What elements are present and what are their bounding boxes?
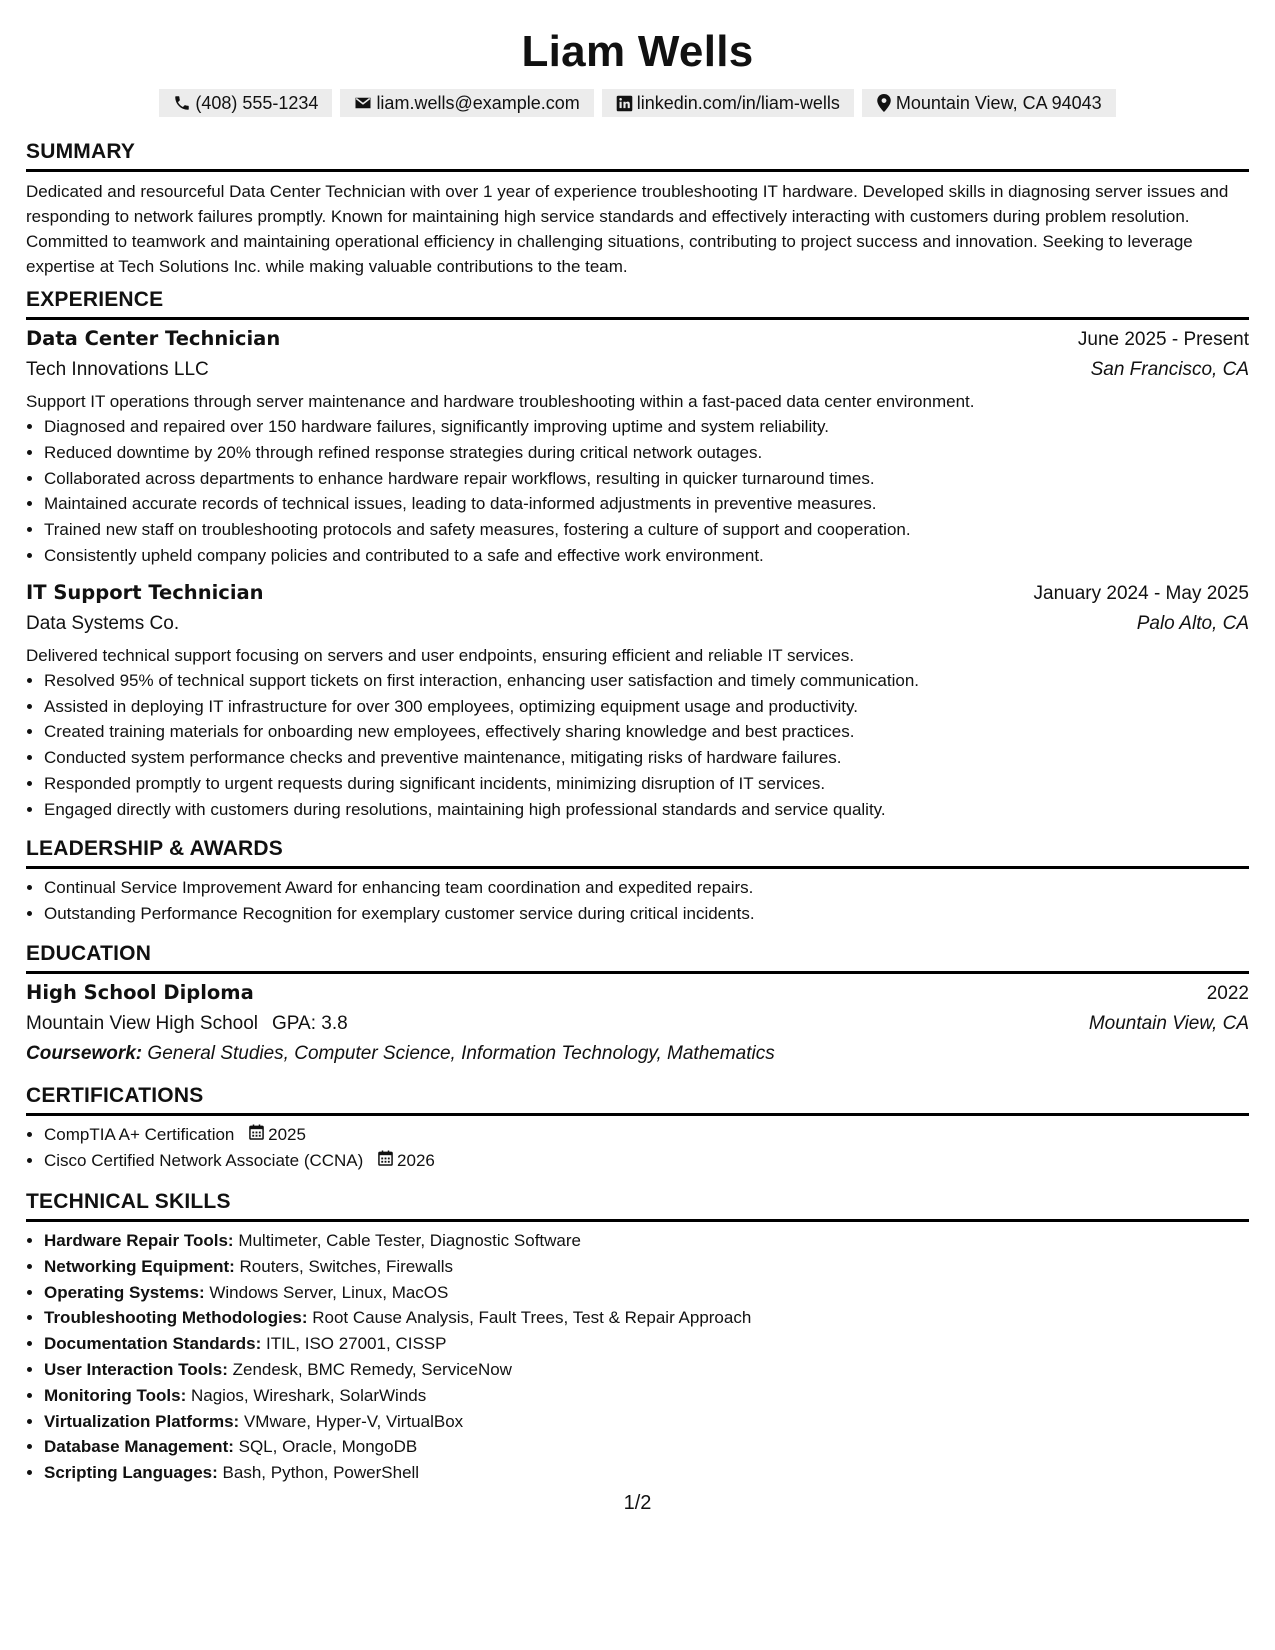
- company-name: Tech Innovations LLC: [26, 359, 209, 380]
- page-number: 1/2: [623, 1492, 652, 1514]
- skill-label: Networking Equipment:: [44, 1256, 235, 1276]
- job-location: Palo Alto, CA: [1136, 612, 1249, 634]
- list-item: • Outstanding Performance Recognition for exemplary customer service during critical incidents.: [44, 901, 1249, 927]
- degree-title: High School Diploma: [26, 981, 254, 1004]
- list-item: [44, 1122, 1249, 1148]
- location-text: Mountain View, CA 94043: [895, 93, 1102, 113]
- list-item: [44, 1254, 1249, 1280]
- skill-label: Hardware Repair Tools:: [44, 1231, 234, 1250]
- list-item: • Assisted in deploying IT infrastructure for over 300 employees, optimizing equipment usage and productivity.: [44, 694, 1249, 720]
- list-item: [44, 1409, 1249, 1435]
- job-dates: January 2024 - May 2025: [1033, 582, 1249, 604]
- education-year: 2022: [1206, 983, 1249, 1004]
- linkedin-icon: [616, 95, 633, 112]
- job-bullets: [26, 414, 1249, 569]
- section-divider: [26, 1219, 1249, 1222]
- cert-year: 2025: [268, 1125, 306, 1144]
- job-description: Delivered technical support focusing on servers and user endpoints, ensuring efficient and reliable IT services.: [26, 645, 855, 665]
- company-name: Data Systems Co.: [26, 612, 180, 634]
- list-item: • Maintained accurate records of technical issues, leading to data-informed adjustments in preventive measures.: [44, 491, 1249, 517]
- skill-label: Operating Systems:: [44, 1282, 205, 1302]
- coursework-line: [26, 1039, 1249, 1069]
- list-item: • Conducted system performance checks and preventive maintenance, mitigating risks of hardware failures.: [44, 745, 1249, 771]
- cert-year: 2026: [397, 1150, 435, 1170]
- job-location: San Francisco, CA: [1090, 359, 1249, 380]
- job-entry: [26, 578, 1249, 823]
- list-item: • Resolved 95% of technical support tickets on first interaction, enhancing user satisfaction and timely communication.: [44, 668, 1249, 694]
- list-item: • Consistently upheld company policies and contributed to a safe and effective work environment.: [44, 543, 1249, 569]
- skill-label: Scripting Languages:: [44, 1463, 218, 1483]
- section-divider: [26, 169, 1249, 172]
- resume-page: [26, 0, 1249, 1514]
- envelope-icon: [354, 94, 372, 112]
- coursework-label: Coursework:: [26, 1043, 143, 1064]
- list-item: • Diagnosed and repaired over 150 hardware failures, significantly improving uptime and system reliability.: [44, 414, 1249, 440]
- list-item: [44, 1228, 1249, 1254]
- skill-label: Database Management:: [44, 1437, 234, 1457]
- list-item: • Created training materials for onboarding new employees, effectively sharing knowledge and best practices.: [44, 719, 1249, 745]
- calendar-icon: [378, 1148, 393, 1174]
- list-item: [44, 1280, 1249, 1306]
- list-item: • Continual Service Improvement Award for enhancing team coordination and expedited repairs.: [44, 875, 1249, 901]
- section-title: SUMMARY: [26, 140, 136, 163]
- job-dates: June 2025 - Present: [1077, 329, 1249, 350]
- skill-label: Virtualization Platforms:: [44, 1411, 240, 1431]
- skills-section: [26, 1190, 1249, 1486]
- coursework-list: General Studies, Computer Science, Information Technology, Mathematics: [147, 1043, 775, 1064]
- list-item: • Responded promptly to urgent requests during significant incidents, minimizing disruption of IT services.: [44, 771, 1249, 797]
- list-item: [44, 1305, 1249, 1331]
- list-item: [44, 1383, 1249, 1409]
- linkedin-text: linkedin.com/in/liam-wells: [636, 93, 840, 113]
- list-item: • Reduced downtime by 20% through refined response strategies during critical network outages.: [44, 440, 1249, 466]
- contact-linkedin[interactable]: [602, 89, 854, 117]
- awards-list: [26, 875, 1249, 927]
- skill-value: SQL, Oracle, MongoDB: [238, 1437, 418, 1457]
- school-location: Mountain View, CA: [1088, 1013, 1249, 1034]
- list-item: • Collaborated across departments to enhance hardware repair workflows, resulting in quicker turnaround times.: [44, 466, 1249, 492]
- list-item: • Trained new staff on troubleshooting protocols and safety measures, fostering a culture of support and cooperation.: [44, 517, 1249, 543]
- map-pin-icon: [876, 94, 892, 112]
- skill-value: Zendesk, BMC Remedy, ServiceNow: [232, 1359, 512, 1379]
- skill-value: Bash, Python, PowerShell: [222, 1463, 420, 1483]
- skill-value: Root Cause Analysis, Fault Trees, Test & Repair Approach: [312, 1308, 752, 1328]
- list-item: [44, 1460, 1249, 1486]
- contact-row: [26, 89, 1249, 117]
- list-item: [44, 1357, 1249, 1383]
- list-item: [44, 1331, 1249, 1357]
- skill-value: Windows Server, Linux, MacOS: [209, 1282, 449, 1302]
- job-entry: [26, 324, 1249, 569]
- cert-name: Cisco Certified Network Associate (CCNA): [44, 1150, 364, 1170]
- section-title: CERTIFICATIONS: [26, 1084, 204, 1107]
- contact-phone[interactable]: [159, 89, 332, 117]
- skill-value: VMware, Hyper-V, VirtualBox: [243, 1411, 464, 1431]
- cert-name: CompTIA A+ Certification: [44, 1125, 235, 1144]
- phone-icon: [173, 94, 191, 112]
- education-section: [26, 942, 1249, 1069]
- skill-label: User Interaction Tools:: [44, 1359, 228, 1379]
- skill-value: Routers, Switches, Firewalls: [239, 1256, 454, 1276]
- section-divider: [26, 317, 1249, 320]
- list-item: • Engaged directly with customers during resolutions, maintaining high professional standards and service quality.: [44, 797, 1249, 823]
- phone-text: (408) 555-1234: [195, 93, 319, 113]
- summary-text: Dedicated and resourceful Data Center Technician with over 1 year of experience troubleshooting IT hardware. Developed skills in diagnosing server issues and responding to network failures promptly. Known for maintaining high service standards and effectively interacting with customers during problem resolution. Committed to teamwork and maintaining operational efficiency in challenging situations, contributing to project success and innovation. Seeking to leverage expertise at Tech Solutions Inc. while making valuable contributions to the team.: [26, 182, 1229, 276]
- list-item: [44, 1148, 1249, 1174]
- calendar-icon: [249, 1122, 264, 1148]
- skills-list: [26, 1228, 1249, 1486]
- skill-label: Monitoring Tools:: [44, 1385, 187, 1405]
- school-name: Mountain View High School: [26, 1013, 259, 1034]
- candidate-name: Liam Wells: [521, 27, 754, 76]
- skill-value: Nagios, Wireshark, SolarWinds: [191, 1385, 427, 1405]
- experience-section: [26, 288, 1249, 823]
- section-title: EDUCATION: [26, 942, 152, 965]
- skill-value: Multimeter, Cable Tester, Diagnostic Software: [238, 1231, 581, 1250]
- certifications-list: [26, 1122, 1249, 1174]
- list-item: [44, 1434, 1249, 1460]
- gpa-value: GPA: 3.8: [272, 1013, 348, 1034]
- section-divider: [26, 1113, 1249, 1116]
- skill-label: Troubleshooting Methodologies:: [44, 1308, 308, 1328]
- awards-section: [26, 837, 1249, 927]
- section-title: EXPERIENCE: [26, 288, 164, 311]
- section-title: TECHNICAL SKILLS: [26, 1190, 231, 1213]
- skill-value: ITIL, ISO 27001, CISSP: [265, 1334, 447, 1354]
- skill-label: Documentation Standards:: [44, 1334, 262, 1354]
- certifications-section: [26, 1084, 1249, 1174]
- job-bullets: [26, 668, 1249, 823]
- job-title: IT Support Technician: [26, 580, 264, 604]
- contact-location: [862, 89, 1116, 117]
- email-text: liam.wells@example.com: [376, 93, 580, 113]
- section-divider: [26, 866, 1249, 869]
- section-title: LEADERSHIP & AWARDS: [26, 837, 283, 860]
- school-line: [26, 1009, 348, 1039]
- job-title: Data Center Technician: [26, 327, 281, 350]
- summary-section: [26, 140, 1249, 279]
- job-description: Support IT operations through server maintenance and hardware troubleshooting within a fast-paced data center environment.: [26, 392, 975, 411]
- section-divider: [26, 971, 1249, 974]
- contact-email[interactable]: [340, 89, 593, 117]
